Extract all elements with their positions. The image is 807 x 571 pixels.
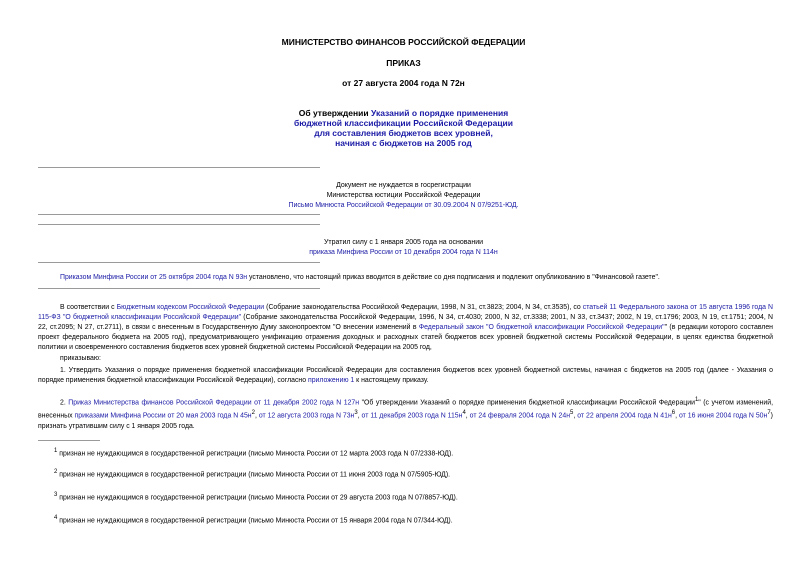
order-73n-link[interactable]: от 12 августа 2003 года N 73н [258,412,355,420]
item-2-text: ) признать утратившим силу с 1 января 2005 года. [38,412,773,430]
item-2-paragraph [38,395,773,432]
divider [38,288,320,289]
divider [38,262,320,263]
footnote-3 [54,490,458,503]
footnote-mark: 3 [54,492,58,498]
appendix-1-link[interactable]: приложению 1 [307,377,355,384]
item-2-text: , [465,412,470,420]
footnote-mark: 1 [694,397,699,403]
order-24n-link[interactable]: от 24 февраля 2004 года N 24н [469,412,571,420]
footnote-mark: 7 [767,410,771,417]
order-127n-link[interactable]: Приказ Министерства финансов Российской Федерации от 11 декабря 2002 года N 127н [68,399,360,407]
footnote-mark: 2 [54,469,58,475]
title-link[interactable]: Указаний о порядке применения [370,108,509,118]
footnote-mark: 6 [671,410,676,417]
footnote-1 [54,446,453,459]
footnote-4 [54,513,453,526]
footnote-mark: 1 [54,448,58,454]
footnote-mark: 4 [54,515,58,521]
preamble-text: В соответствии с [60,304,117,311]
preamble-paragraph [38,303,773,353]
footnote-text: признан не нуждающимся в государственной регистрации (письмо Минюста России от 12 марта 2003 года N 07/2338-ЮД). [57,450,454,458]
footnote-text: признан не нуждающимся в государственной регистрации (письмо Минюста России от 11 июня 2003 года N 07/5905-ЮД). [57,471,451,479]
lost-force-note [0,238,807,258]
item-2-text: , [675,412,679,420]
item-2-text: , [254,412,259,420]
title-line-3[interactable]: для составления бюджетов всех уровней, [314,128,493,138]
order-115n-link[interactable]: от 11 декабря 2003 года N 115н [361,412,463,420]
preamble-text: (Собрание законодательства Российской Федерации, 1998, N 31, ст.3823; 2004, N 34, ст.3535), со [264,304,583,311]
item-2-text: " (с учетом изменений, внесенных [38,399,773,420]
budget-code-link[interactable]: Бюджетным кодексом Российской Федерации [116,304,265,311]
footnote-mark: 2 [251,410,255,417]
divider [38,214,320,215]
item-2-text: 2. [60,399,69,407]
preamble-text: " (в редакции которого составлен проект федерального бюджета на 2005 год), предусматривающего унификацию отражения доходных и расходных статей бюджетов всех уровней бюджетной системы Российской Федерации, в целях единства бюджетной политики и своевременного составления бюджетов всех уровней бюджетной системы Российской Федерации на 2005 год, [38,324,773,351]
footnote-text: признан не нуждающимся в государственной регистрации (письмо Минюста России от 29 августа 2003 года N 07/8857-ЮД). [57,494,458,502]
title-prefix: Об утверждении [298,108,371,118]
order-word: приказываю: [60,355,101,362]
federal-law-link[interactable]: Федеральный закон "О бюджетной классификации Российской Федерации" [418,324,665,331]
registration-line-1: Документ не нуждается в госрегистрации [336,182,471,189]
registration-note [0,181,807,211]
document-title [0,108,807,148]
footnote-mark: 4 [462,410,466,417]
title-line-2[interactable]: бюджетной классификации Российской Федерации [293,118,514,128]
item-2-text: , [573,412,578,420]
doc-type-heading: ПРИКАЗ [386,58,421,68]
note-link[interactable]: Приказом Минфина России от 25 октября 2004 года N 93н [60,274,248,281]
divider [38,224,320,225]
footnote-2 [54,467,450,480]
note-text: установлено, что настоящий приказ вводится в действие со дня подписания и подлежит опубликованию в "Финансовой газете". [247,274,660,281]
ministry-heading: МИНИСТЕРСТВО ФИНАНСОВ РОССИЙСКОЙ ФЕДЕРАЦИИ [281,37,526,47]
federal-law-article-link[interactable]: статьей 11 Федерального закона от 15 августа 1996 года N 115-ФЗ "О бюджетной классификации Российской Федерации" [38,304,773,321]
preamble-text: (Собрание законодательства Российской Федерации, 1996, N 34, ст.4030; 2000, N 32, ст.3338; 2001, N 33, ст.3437; 2002, N 19, ст.1796; 2003, N 19, ст.1751; 2004, N 22, ст.2095; N 27, ст.2711), в связи с внесенным в Государственную Думу законопроектом "О внесении изменений в [38,314,773,331]
footnote-mark: 3 [354,410,358,417]
lost-force-line-1: Утратил силу с 1 января 2005 года на основании [323,239,484,246]
footnote-divider [38,440,100,441]
title-line-1 [0,108,807,118]
item-1-text: 1. Утвердить Указания о порядке применения бюджетной классификации Российской Федерации для составления бюджетов всех уровней бюджетной системы, начиная с бюджетов на 2005 год (далее - Указания о порядке применения бюджетной классификации Российской Федерации), согласно [38,367,773,384]
order-41n-link[interactable]: от 22 апреля 2004 года N 41н [577,412,672,420]
date-number-heading: от 27 августа 2004 года N 72н [342,78,465,88]
item-2-text: "Об утверждении Указаний о порядке применения бюджетной классификации Российской Федерации [359,399,695,407]
footnote-mark: 5 [570,410,574,417]
order-45n-link[interactable]: приказами Минфина России от 20 мая 2003 года N 45н [74,412,252,420]
registration-link[interactable]: Письмо Минюста Российской Федерации от 30.09.2004 N 07/9251-ЮД. [288,202,519,209]
effective-note [38,273,773,283]
title-line-4[interactable]: начиная с бюджетов на 2005 год [335,138,472,148]
lost-force-link[interactable]: приказа Минфина России от 10 декабря 2004 года N 114н [309,249,498,256]
divider [38,167,320,168]
item-1-text: к настоящему приказу. [354,377,429,384]
order-50n-link[interactable]: от 16 июня 2004 года N 50н [678,412,768,420]
footnote-text: признан не нуждающимся в государственной регистрации (письмо Минюста России от 15 января 2004 года N 07/344-ЮД). [57,517,453,525]
item-1-paragraph [38,366,773,386]
item-2-text: , [357,412,362,420]
registration-line-2: Министерства юстиции Российской Федерации [326,192,481,199]
